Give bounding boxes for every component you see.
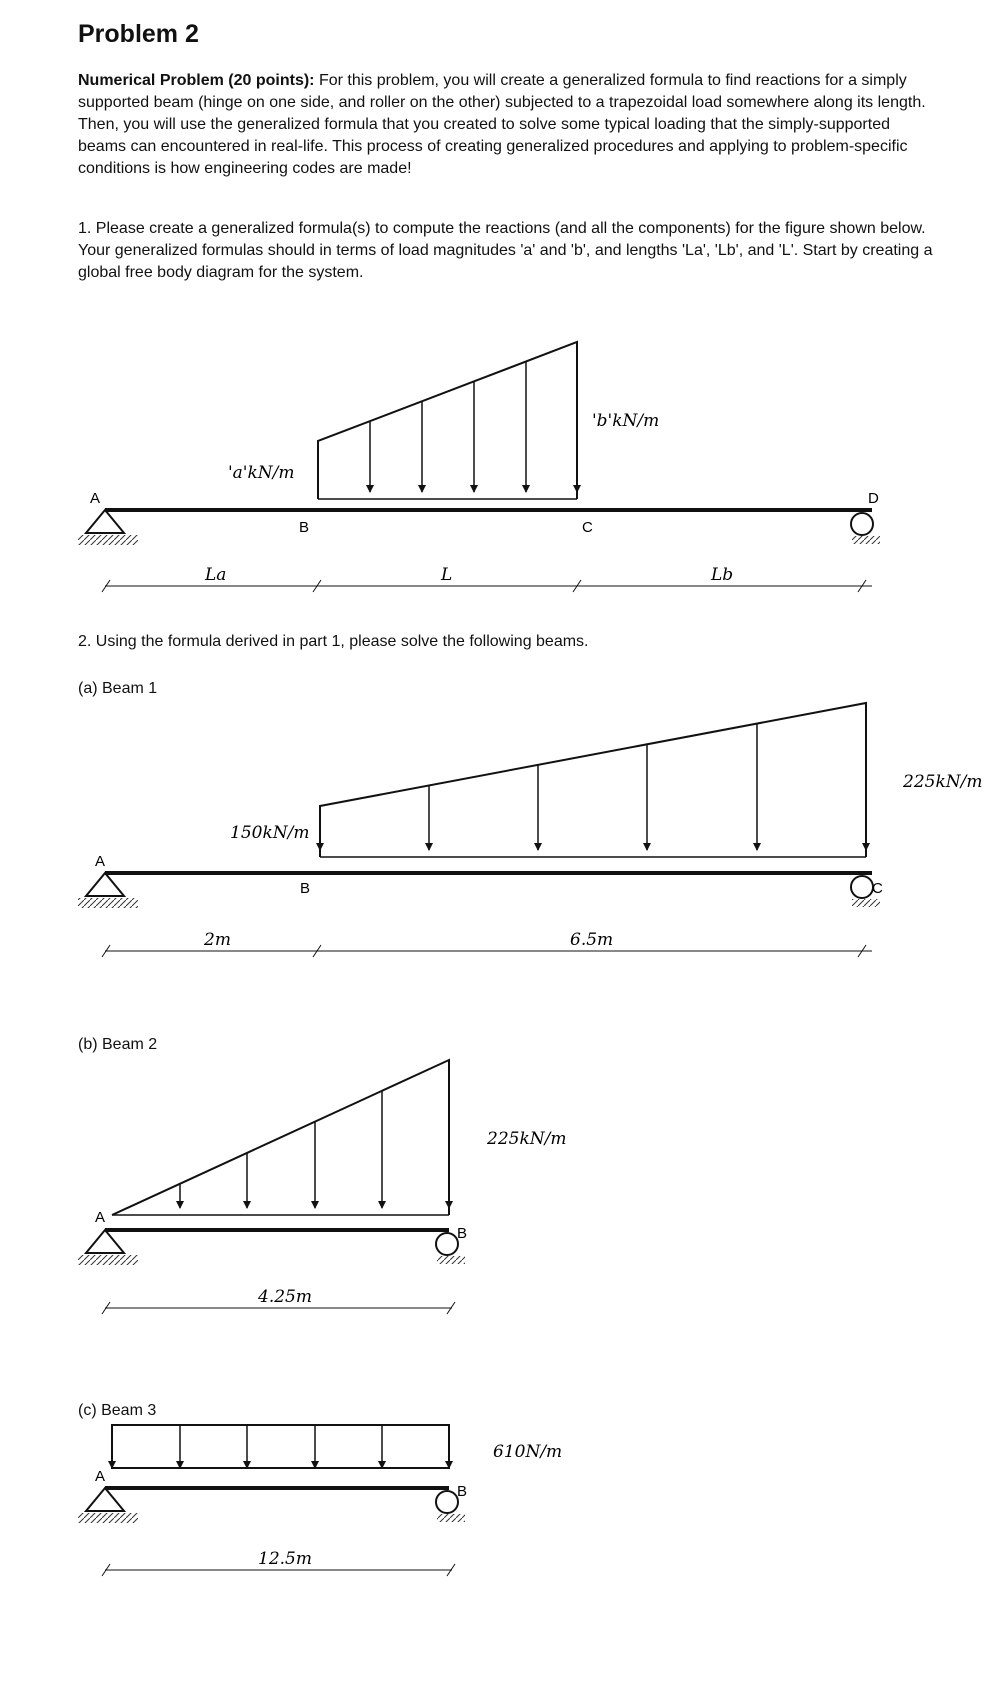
beam1-dim-left-label: 2m (204, 930, 231, 950)
beam2-load-arrows (180, 1060, 449, 1208)
beam1-label: (a) Beam 1 (78, 680, 158, 697)
beam3-point-a-label: A (95, 1468, 106, 1485)
problem-title: Problem 2 (78, 20, 199, 48)
beam1-load-arrows (320, 703, 866, 850)
beam1-point-b-label: B (300, 880, 311, 897)
load-b-label: 'b'kN/m (592, 411, 660, 431)
beam3-pin-support-icon (78, 1488, 138, 1523)
beam2-load-label: 225kN/m (487, 1129, 567, 1149)
point-c-label: C (582, 519, 593, 536)
beam3-dim-label: 12.5m (258, 1549, 312, 1569)
pin-support-icon (78, 510, 138, 545)
point-d-label: D (868, 490, 879, 507)
point-a-label: A (90, 490, 101, 507)
beam1-figure (78, 703, 982, 957)
beam2-dim-label: 4.25m (258, 1287, 312, 1307)
roller-support-icon (851, 513, 880, 544)
beam1-trapezoid-load (320, 703, 866, 857)
beam1-point-c-label: C (872, 880, 883, 897)
question-1: 1. Please create a generalized formula(s) to compute the reactions (and all the components) for the figure shown below. Your generalized formulas should in terms of load magnitudes 'a' and 'b', and lengths 'La', 'Lb', and 'L'. Start by creating a global free body diagram for the system. (78, 220, 933, 281)
dim-l-label: L (441, 565, 453, 585)
intro-bold: Numerical Problem (20 points): (78, 72, 315, 89)
beam3-load-arrows (112, 1425, 449, 1468)
intro-text: For this problem, you will create a generalized formula to find reactions for a simply supported beam (hinge on one side, and roller on the other) subjected to a trapezoidal load somewhere along its length. Then, you will use the generalized formula that you created to solve some typical loading that the simply-supported beams can encountered in real-life. This process of creating generalized procedures and applying to problem-specific conditions is how engineering codes are made! (78, 72, 926, 177)
beam3-label: (c) Beam 3 (78, 1402, 157, 1419)
trapezoid-load-outline (318, 342, 577, 499)
beam2-point-b-label: B (457, 1225, 468, 1242)
beam3-uniform-load (112, 1425, 449, 1468)
load-a-label: 'a'kN/m (228, 463, 295, 483)
beam1-pin-support-icon (78, 873, 138, 908)
beam3-point-b-label: B (457, 1483, 468, 1500)
beam3-load-label: 610N/m (493, 1442, 563, 1462)
dim-lb-label: Lb (711, 565, 734, 585)
beam2-point-a-label: A (95, 1209, 106, 1226)
beam1-point-a-label: A (95, 853, 106, 870)
load-arrows (370, 342, 577, 492)
dim-la-label: La (205, 565, 227, 585)
question-2: 2. Using the formula derived in part 1, please solve the following beams. (78, 633, 589, 650)
beam3-figure (78, 1425, 562, 1576)
beam2-figure (78, 1060, 566, 1314)
beam2-label: (b) Beam 2 (78, 1036, 158, 1053)
point-b-label: B (299, 519, 310, 536)
beam1-dim-right-label: 6.5m (570, 930, 614, 950)
beam1-load-left-label: 150kN/m (230, 823, 310, 843)
beam2-pin-support-icon (78, 1230, 138, 1265)
beam1-load-right-label: 225kN/m (903, 772, 983, 792)
general-beam-figure (78, 342, 880, 592)
beam2-triangle-load (112, 1060, 449, 1215)
